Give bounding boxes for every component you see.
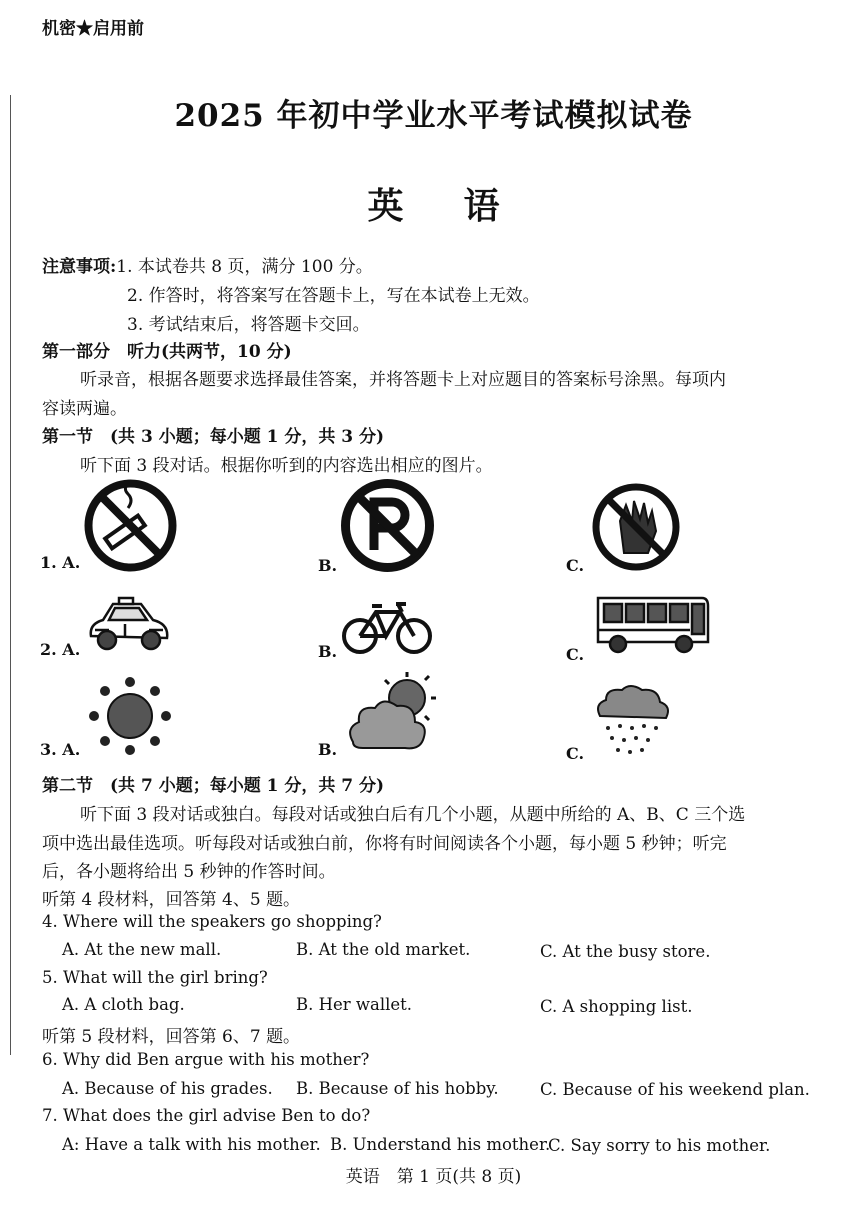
- cloudy-sun-icon: [345, 672, 437, 758]
- q3-label-b: B.: [318, 740, 338, 759]
- q1-label-c: C.: [566, 556, 585, 575]
- taxi-icon: [85, 596, 173, 658]
- question-5-option-c: C. A shopping list.: [540, 997, 693, 1016]
- q1-label-b: B.: [318, 556, 338, 575]
- q2-label-a: 2. A.: [40, 640, 81, 659]
- notes-item-2: 2. 作答时，将答案写在答题卡上，写在本试卷上无效。: [127, 286, 540, 306]
- question-7-option-b: B. Understand his mother.: [330, 1135, 551, 1154]
- bus-icon: [594, 590, 710, 658]
- page-footer: 英语 第 1 页(共 8 页): [345, 1167, 522, 1187]
- part1-instruction-line2: 容读两遍。: [42, 399, 127, 419]
- question-7-option-a: A: Have a talk with his mother.: [62, 1135, 321, 1154]
- question-5-option-b: B. Her wallet.: [296, 995, 413, 1014]
- question-5-stem: 5. What will the girl bring?: [42, 968, 268, 987]
- question-4-stem: 4. Where will the speakers go shopping?: [42, 912, 382, 931]
- question-4-option-c: C. At the busy store.: [540, 942, 711, 961]
- section1-instruction: 听下面 3 段对话。根据你听到的内容选出相应的图片。: [80, 456, 493, 476]
- question-7-stem: 7. What does the girl advise Ben to do?: [42, 1106, 371, 1125]
- notes-line-1: [42, 252, 373, 277]
- question-5-option-a: A. A cloth bag.: [62, 995, 185, 1014]
- bicycle-icon: [340, 598, 434, 658]
- part1-heading: 第一部分 听力(共两节，10 分): [42, 342, 292, 362]
- material-4-label: 听第 4 段材料，回答第 4、5 题。: [42, 890, 301, 910]
- section2-instruction-line2: 项中选出最佳选项。听每段对话或独白前，你将有时间阅读各个小题，每小题 5 秒钟；听完: [42, 834, 727, 854]
- question-7-option-c: C. Say sorry to his mother.: [548, 1136, 771, 1155]
- confidential-label: 机密★启用前: [42, 19, 144, 39]
- notes-item-3: 3. 考试结束后，将答题卡交回。: [127, 315, 370, 335]
- no-touching-icon: [590, 481, 682, 573]
- question-6-option-c: C. Because of his weekend plan.: [540, 1080, 810, 1099]
- question-6-stem: 6. Why did Ben argue with his mother?: [42, 1050, 370, 1069]
- no-parking-icon: [340, 478, 435, 573]
- q3-label-a: 3. A.: [40, 740, 81, 759]
- q3-label-c: C.: [566, 744, 585, 763]
- part1-instruction-line1: 听录音，根据各题要求选择最佳答案，并将答题卡上对应题目的答案标号涂黑。每项内: [80, 370, 726, 390]
- question-6-option-a: A. Because of his grades.: [62, 1079, 273, 1098]
- question-6-option-b: B. Because of his hobby.: [296, 1079, 499, 1098]
- section1-heading: 第一节 (共 3 小题；每小题 1 分，共 3 分): [42, 427, 385, 447]
- notes-item-1: 1. 本试卷共 8 页，满分 100 分。: [116, 257, 373, 277]
- q2-label-c: C.: [566, 645, 585, 664]
- section2-instruction-line3: 后，各小题将给出 5 秒钟的作答时间。: [42, 862, 336, 882]
- q2-label-b: B.: [318, 642, 338, 661]
- section2-heading: 第二节 (共 7 小题；每小题 1 分，共 7 分): [42, 776, 385, 796]
- no-smoking-icon: [83, 478, 178, 573]
- sunny-icon: [88, 676, 172, 756]
- question-4-option-a: A. At the new mall.: [62, 940, 222, 959]
- subject-title: 英语: [367, 185, 560, 227]
- notes-label: 注意事项:: [42, 257, 117, 277]
- section2-instruction-line1: 听下面 3 段对话或独白。每段对话或独白后有几个小题，从题中所给的 A、B、C 三个选: [80, 805, 746, 825]
- binding-margin-line: [10, 95, 11, 1055]
- q1-label-a: 1. A.: [40, 553, 81, 572]
- material-5-label: 听第 5 段材料，回答第 6、7 题。: [42, 1027, 301, 1047]
- question-4-option-b: B. At the old market.: [296, 940, 471, 959]
- rain-icon: [594, 684, 672, 760]
- exam-title: 2025 年初中学业水平考试模拟试卷: [174, 98, 693, 134]
